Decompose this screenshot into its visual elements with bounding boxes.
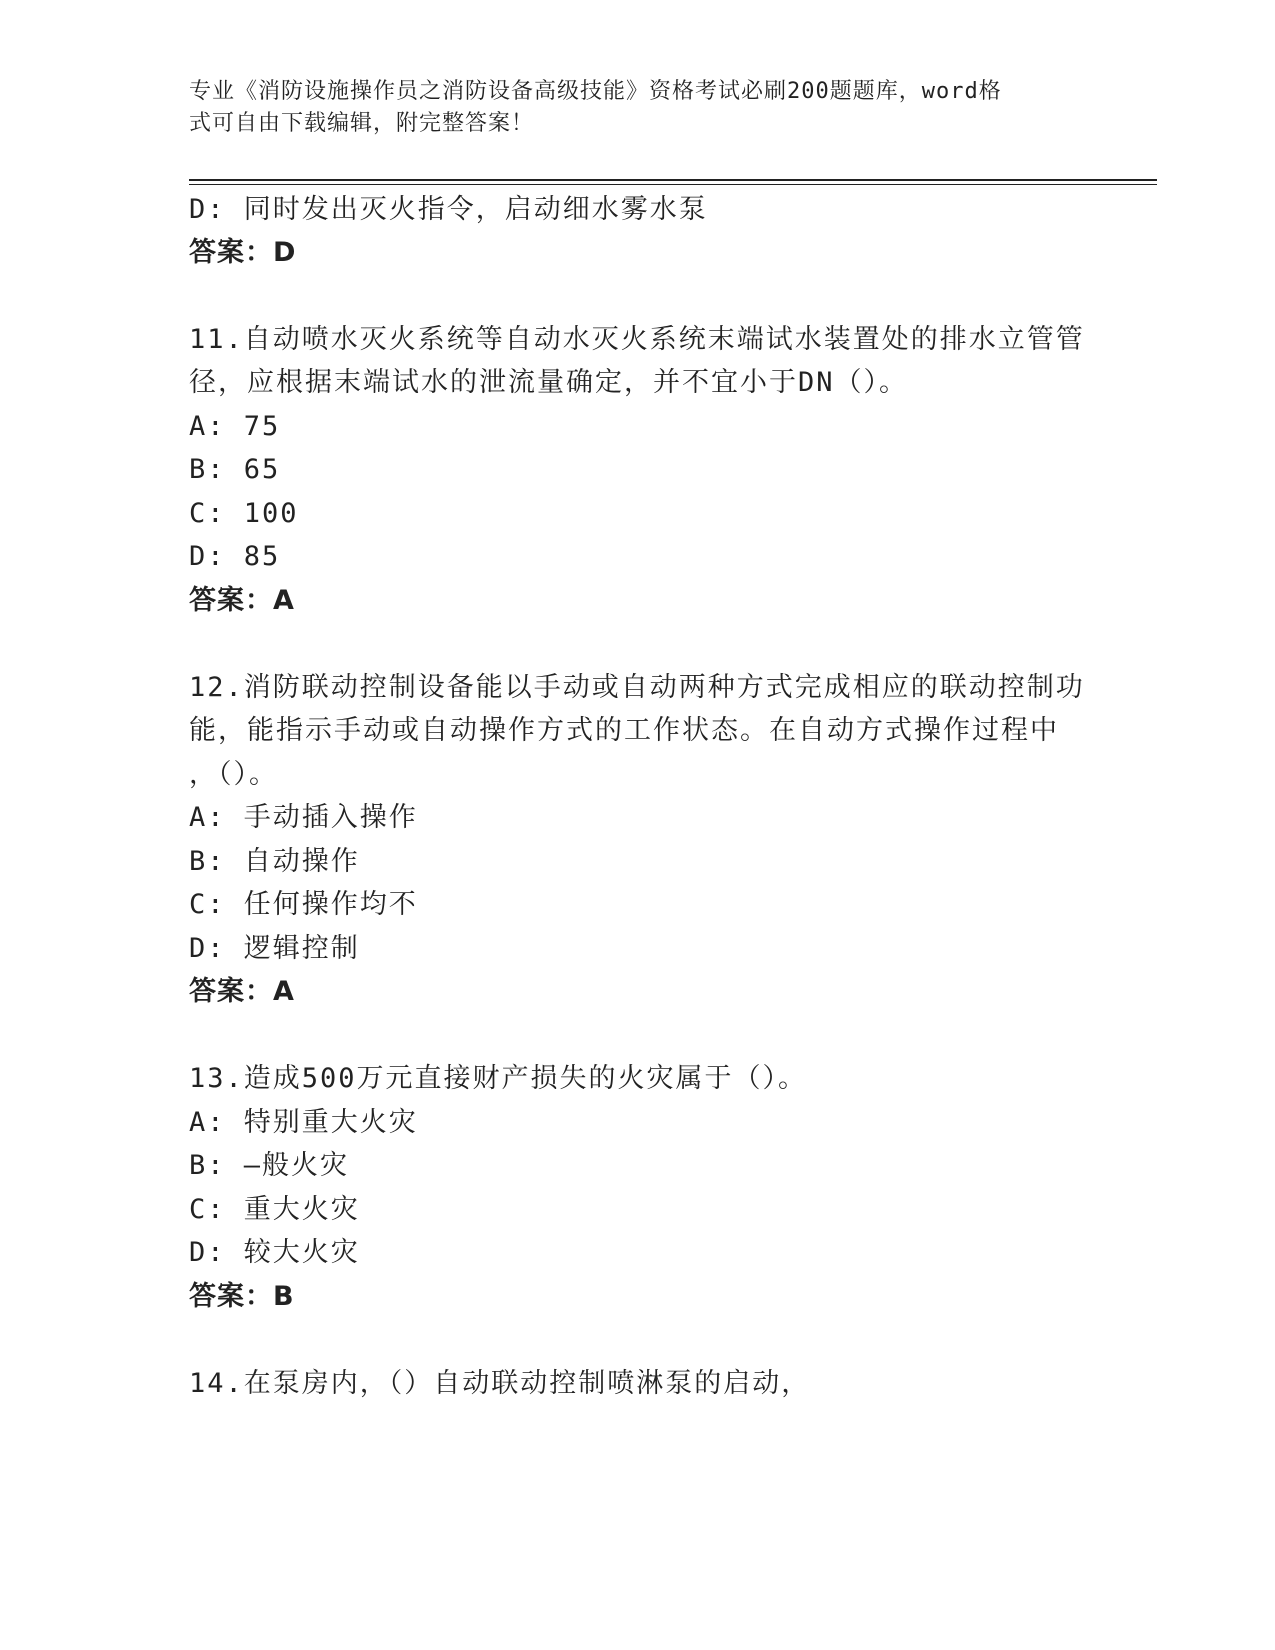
q12-option-d: D: 逻辑控制 [189,933,360,964]
document-header [189,76,1069,140]
q12-option-a: A: 手动插入操作 [189,802,418,833]
header-rule-thin [189,184,1157,185]
q12-stem-line-1: 12.消防联动控制设备能以手动或自动两种方式完成相应的联动控制功 [189,672,1085,703]
prev-option-d: D: 同时发出灭火指令，启动细水雾水泵 [189,194,708,225]
q13-answer: 答案：B [189,1281,295,1312]
q11-stem-line-2: 径，应根据末端试水的泄流量确定，并不宜小于DN（）。 [189,367,909,398]
q11-stem-line-1: 11.自动喷水灭火系统等自动水灭火系统末端试水装置处的排水立管管 [189,324,1085,355]
q13-option-b: B: —般火灾 [189,1150,350,1181]
q11-option-c: C: 100 [189,498,299,529]
q11-option-d: D: 85 [189,541,281,572]
header-line-1: 专业《消防设施操作员之消防设备高级技能》资格考试必刷200题题库，word格 [189,79,1002,104]
header-rule-thick [189,179,1157,181]
q12-stem-line-2: 能，能指示手动或自动操作方式的工作状态。在自动方式操作过程中 [189,715,1059,746]
q13-option-d: D: 较大火灾 [189,1237,360,1268]
q13-option-a: A: 特别重大火灾 [189,1107,418,1138]
q13-option-c: C: 重大火灾 [189,1194,360,1225]
prev-answer: 答案：D [189,237,297,268]
q12-option-b: B: 自动操作 [189,846,360,877]
q13-stem-line-1: 13.造成500万元直接财产损失的火灾属于（）。 [189,1063,808,1094]
header-line-2: 式可自由下载编辑，附完整答案！ [189,111,535,136]
q12-answer: 答案：A [189,976,295,1007]
q11-answer: 答案：A [189,585,295,616]
q12-option-c: C: 任何操作均不 [189,889,418,920]
q12-stem-line-3: ，（）。 [189,759,278,790]
q14-stem-line-1: 14.在泵房内，（）自动联动控制喷淋泵的启动， [189,1368,811,1399]
q11-option-a: A: 75 [189,411,281,442]
q11-option-b: B: 65 [189,454,281,485]
